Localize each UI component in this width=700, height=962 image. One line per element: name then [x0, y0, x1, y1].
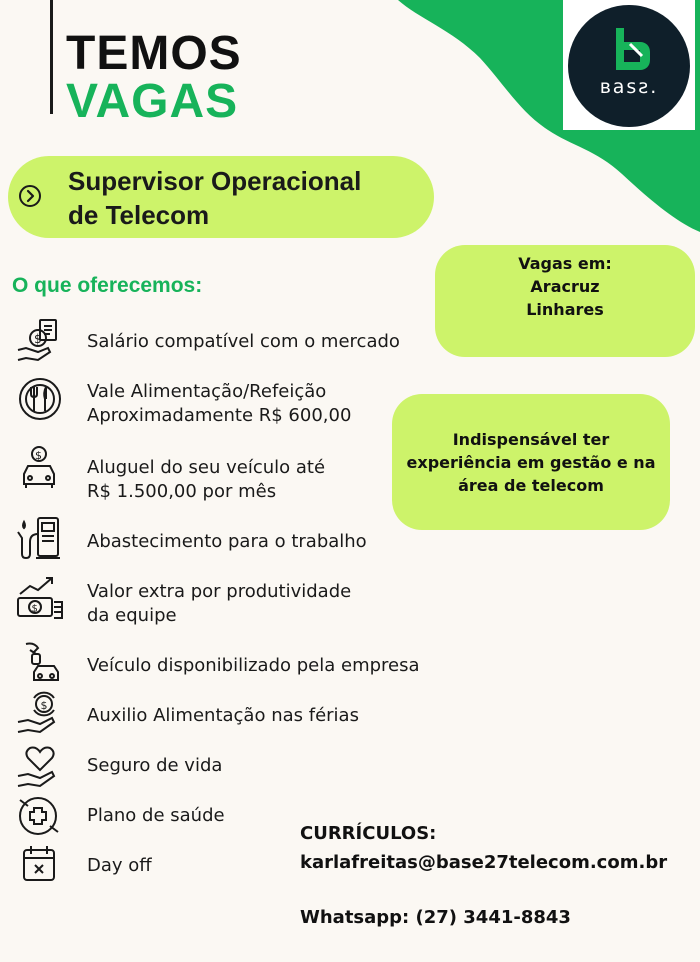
- resumes-heading: CURRÍCULOS:: [300, 823, 437, 844]
- logo-text: ʙasƨ.: [599, 76, 659, 98]
- food-allowance-icon: [14, 690, 64, 738]
- job-title-line1: Supervisor Operacional: [68, 166, 362, 196]
- benefit-item-3-line2: R$ 1.500,00 por mês: [87, 481, 277, 502]
- location-city-1: Aracruz: [530, 277, 600, 296]
- locations-heading: Vagas em:: [518, 254, 612, 273]
- location-city-2: Linhares: [526, 300, 604, 319]
- requirement-text: [392, 428, 670, 497]
- benefit-item-2-line2: Aproximadamente R$ 600,00: [87, 405, 352, 426]
- benefit-item-2: [87, 380, 351, 428]
- calendar-off-icon: [14, 842, 64, 890]
- benefit-item-9: Plano de saúde: [87, 805, 225, 826]
- benefit-item-10: Day off: [87, 855, 152, 876]
- job-title: [68, 164, 428, 232]
- requirement-line3: área de telecom: [458, 476, 604, 495]
- health-plan-icon: [14, 792, 64, 840]
- page-title-line1: TEMOS: [66, 27, 242, 80]
- money-growth-icon: [14, 574, 64, 622]
- benefit-item-8: Seguro de vida: [87, 755, 223, 776]
- contact-whatsapp[interactable]: Whatsapp: (27) 3441-8843: [300, 907, 571, 928]
- meal-icon: [14, 375, 64, 423]
- job-title-line2: de Telecom: [68, 200, 210, 230]
- benefit-item-3-line1: Aluguel do seu veículo até: [87, 457, 326, 478]
- benefit-item-5-line1: Valor extra por produtividade: [87, 581, 352, 602]
- svg-text:$: $: [31, 603, 38, 615]
- page-title-line2: VAGAS: [66, 75, 239, 128]
- fuel-pump-icon: [14, 514, 64, 562]
- benefit-item-5-line2: da equipe: [87, 605, 177, 626]
- chevron-right-circle-icon: [18, 184, 42, 208]
- benefit-item-6: Veículo disponibilizado pela empresa: [87, 655, 420, 676]
- requirement-line1: Indispensável ter: [452, 430, 610, 449]
- benefit-item-5: [87, 580, 351, 628]
- requirement-line2: experiência em gestão e na: [406, 453, 656, 472]
- svg-text:$: $: [35, 449, 42, 462]
- locations-text: [435, 252, 695, 321]
- base-logo-icon: [606, 26, 652, 70]
- salary-icon: [14, 318, 64, 366]
- title-accent-line: [50, 0, 53, 114]
- contact-email[interactable]: karlafreitas@base27telecom.com.br: [300, 852, 668, 873]
- svg-text:$: $: [34, 332, 42, 346]
- car-keys-icon: [14, 640, 64, 688]
- benefit-item-4: Abastecimento para o trabalho: [87, 531, 367, 552]
- offers-heading: O que oferecemos:: [12, 274, 203, 297]
- svg-text:$: $: [40, 699, 48, 712]
- benefit-item-7: Auxilio Alimentação nas férias: [87, 705, 359, 726]
- heart-hand-icon: [14, 742, 64, 790]
- car-money-icon: [14, 444, 64, 492]
- benefit-item-2-line1: Vale Alimentação/Refeição: [87, 381, 327, 402]
- benefit-item-3: [87, 456, 325, 504]
- benefit-item-1: Salário compatível com o mercado: [87, 331, 400, 352]
